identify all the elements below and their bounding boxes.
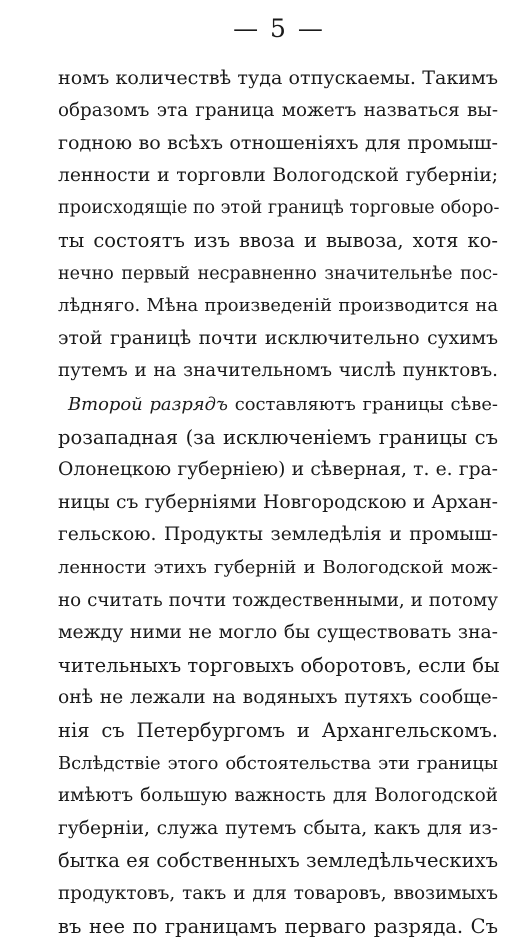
text-line: бытка ея собственныхъ земледѣльческихъ — [58, 845, 498, 878]
text-line: Олонецкою губерніею) и сѣверная, т. е. гра- — [58, 454, 498, 487]
first-line-rest: составляютъ границы сѣве- — [228, 394, 498, 415]
text-line: розападная (за исключеніемъ границы съ — [58, 422, 498, 455]
text-line: этой границѣ почти исключительно сухимъ — [58, 323, 498, 356]
text-line: годною во всѣхъ отношеніяхъ для промыш- — [58, 127, 498, 160]
page-number: — 5 — — [14, 14, 530, 43]
italic-lead: Второй разрядъ — [68, 394, 228, 415]
text-line: но считать почти тождественными, и потому — [58, 585, 498, 618]
text-line: онѣ не лежали на водяныхъ путяхъ сообще- — [58, 682, 498, 715]
text-line: между ними не могло бы существовать зна- — [58, 617, 498, 650]
text-line: нечно первый несравненно значительнѣе пос- — [58, 258, 498, 291]
text-line-first — [58, 389, 498, 422]
text-line: происходящіе по этой границѣ торговые оборо- — [58, 192, 498, 225]
text-line: губерніи, служа путемъ сбыта, какъ для из- — [58, 813, 498, 846]
text-line: лѣдняго. Мѣна произведеній производится на — [58, 290, 498, 323]
text-line: гельскою. Продукты земледѣлія и промыш- — [58, 519, 498, 552]
text-line: образомъ эта граница можетъ назваться вы- — [58, 95, 498, 128]
text-line: въ нее по границамъ перваго разряда. Съ — [58, 911, 498, 943]
text-line: чительныхъ торговыхъ оборотовъ, если бы — [58, 650, 498, 683]
text-line: номъ количествѣ туда отпускаемы. Такимъ — [58, 62, 498, 95]
text-line: нія съ Петербургомъ и Архангельскомъ. — [58, 715, 498, 748]
text-line: ленности этихъ губерній и Вологодской мож- — [58, 552, 498, 585]
text-line: имѣютъ большую важность для Вологодской — [58, 780, 498, 813]
text-line: ленности и торговли Вологодской губерніи; — [58, 160, 498, 193]
text-line: путемъ и на значительномъ числѣ пунктовъ. — [58, 355, 498, 388]
paragraph-2 — [58, 389, 498, 943]
text-line: продуктовъ, такъ и для товаровъ, ввозимыхъ — [58, 878, 498, 911]
text-line: ты состоятъ изъ ввоза и вывоза, хотя ко- — [58, 225, 498, 258]
text-line: ницы съ губерніями Новгородскою и Архан- — [58, 487, 498, 520]
text-line: Вслѣдствіе этого обстоятельства эти границы — [58, 748, 498, 781]
paragraph-1 — [58, 62, 498, 388]
